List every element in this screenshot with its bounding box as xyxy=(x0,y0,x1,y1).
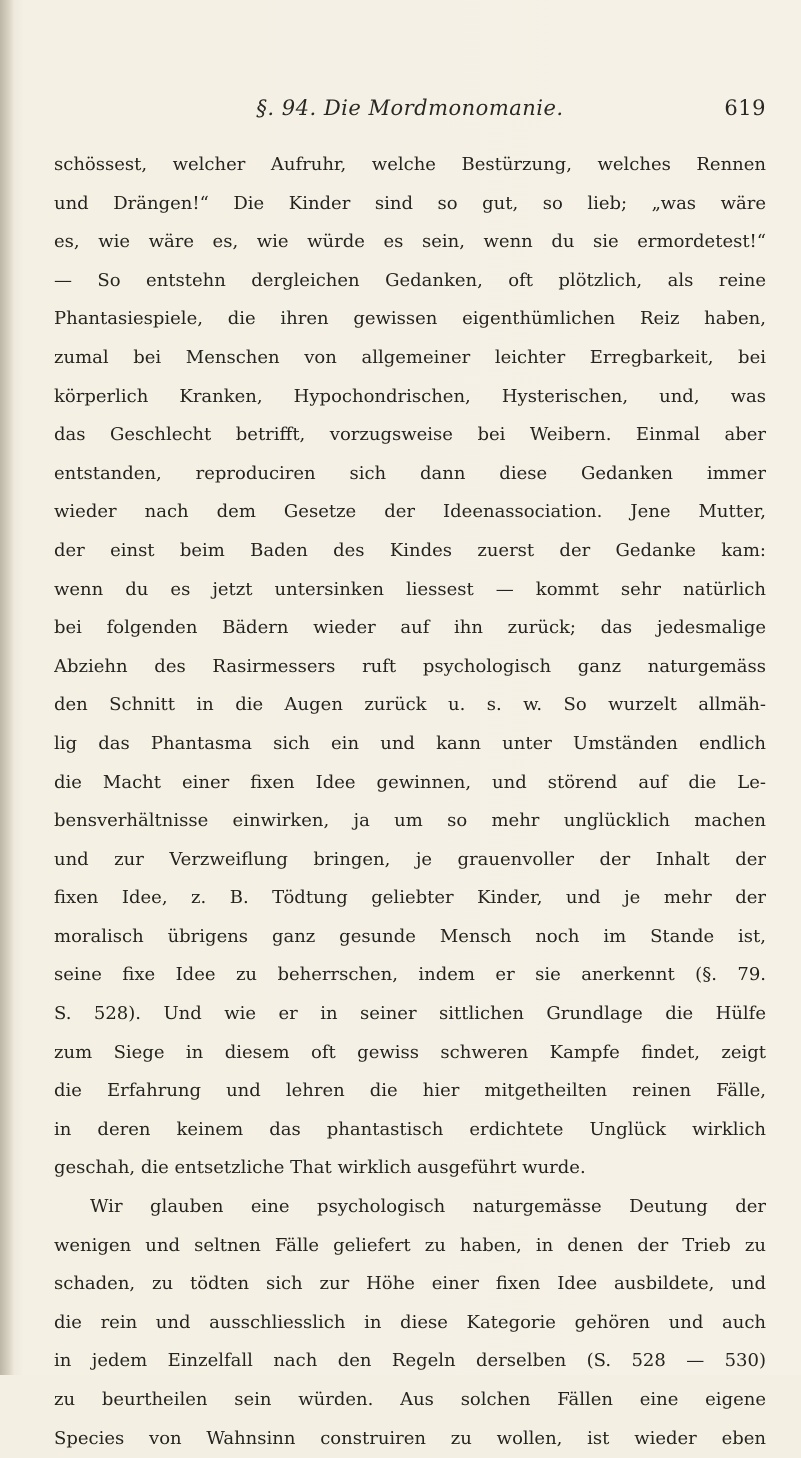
text-line: zum Siege in diesem oft gewiss schweren Kampfe findet, zeigt xyxy=(54,1041,766,1063)
text-line: S. 528). Und wie er in seiner sittlichen Grundlage die Hülfe xyxy=(54,1003,766,1025)
text-line: in jedem Einzelfall nach den Regeln derselben (S. 528 — 530) xyxy=(54,1350,766,1372)
body-text xyxy=(54,146,766,1458)
text-line: der einst beim Baden des Kindes zuerst der Gedanke kam: xyxy=(54,539,766,561)
text-line: wenn du es jetzt untersinken liessest — kommt sehr natürlich xyxy=(54,578,766,600)
text-line: die rein und ausschliesslich in diese Kategorie gehören und auch xyxy=(54,1311,766,1333)
text-line: bei folgenden Bädern wieder auf ihn zurück; das jedesmalige xyxy=(54,617,766,639)
text-line: lig das Phantasma sich ein und kann unter Umständen endlich xyxy=(54,732,766,754)
text-line: wieder nach dem Gesetze der Ideenassociation. Jene Mutter, xyxy=(54,501,766,523)
text-line: in deren keinem das phantastisch erdichtete Unglück wirklich xyxy=(54,1118,766,1140)
text-line: und Drängen!“ Die Kinder sind so gut, so lieb; „was wäre xyxy=(54,192,766,214)
text-line: geschah, die entsetzliche That wirklich ausgeführt wurde. xyxy=(54,1157,586,1179)
page-header xyxy=(54,96,766,130)
text-line: die Macht einer fixen Idee gewinnen, und störend auf die Le- xyxy=(54,771,766,793)
text-line: Species von Wahnsinn construiren zu wollen, ist wieder eben xyxy=(54,1427,766,1449)
binding-shadow xyxy=(0,0,14,1375)
text-line: bensverhältnisse einwirken, ja um so mehr unglücklich machen xyxy=(54,810,766,832)
text-line: Abziehn des Rasirmessers ruft psychologisch ganz naturgemäss xyxy=(54,655,766,677)
text-line: das Geschlecht betrifft, vorzugsweise bei Weibern. Einmal aber xyxy=(54,424,766,446)
text-line: den Schnitt in die Augen zurück u. s. w. So wurzelt allmäh- xyxy=(54,694,766,716)
text-line: entstanden, reproduciren sich dann diese Gedanken immer xyxy=(54,462,766,484)
text-line: und zur Verzweiflung bringen, je grauenvoller der Inhalt der xyxy=(54,848,766,870)
text-line: wenigen und seltnen Fälle geliefert zu haben, in denen der Trieb zu xyxy=(54,1234,766,1256)
text-line-indented: Wir glauben eine psychologisch naturgemässe Deutung der xyxy=(90,1196,766,1218)
text-line: zumal bei Menschen von allgemeiner leichter Erregbarkeit, bei xyxy=(54,346,766,368)
text-line: körperlich Kranken, Hypochondrischen, Hysterischen, und, was xyxy=(54,385,766,407)
text-line: — So entstehn dergleichen Gedanken, oft plötzlich, als reine xyxy=(54,269,766,291)
text-line: es, wie wäre es, wie würde es sein, wenn du sie ermordetest!“ xyxy=(54,231,766,253)
text-line: seine fixe Idee zu beherrschen, indem er sie anerkennt (§. 79. xyxy=(54,964,766,986)
text-line: Phantasiespiele, die ihren gewissen eigenthümlichen Reiz haben, xyxy=(54,308,766,330)
text-line: schaden, zu tödten sich zur Höhe einer fixen Idee ausbildete, und xyxy=(54,1273,766,1295)
text-line: moralisch übrigens ganz gesunde Mensch noch im Stande ist, xyxy=(54,925,766,947)
page-number: 619 xyxy=(724,96,766,120)
text-line: schössest, welcher Aufruhr, welche Bestürzung, welches Rennen xyxy=(54,154,766,175)
running-title: §. 94. Die Mordmonomanie. xyxy=(256,96,564,120)
text-line: fixen Idee, z. B. Tödtung geliebter Kinder, und je mehr der xyxy=(54,887,766,909)
text-line: die Erfahrung und lehren die hier mitgetheilten reinen Fälle, xyxy=(54,1080,766,1102)
text-line: zu beurtheilen sein würden. Aus solchen Fällen eine eigene xyxy=(54,1389,766,1410)
